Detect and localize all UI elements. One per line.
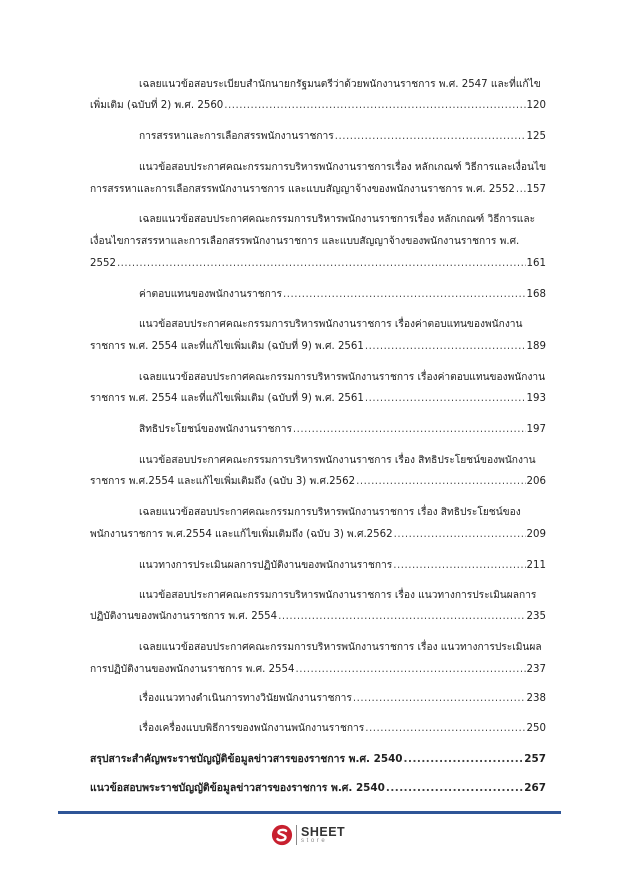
toc-page-number: 267 xyxy=(524,782,546,794)
toc-page-number: 250 xyxy=(526,723,546,734)
leader-dots xyxy=(283,288,526,302)
leader-dots xyxy=(356,475,525,489)
toc-page-number: 120 xyxy=(526,100,546,111)
toc-entry-text: การปฏิบัติงานของพนักงานราชการ พ.ศ. 2554 xyxy=(90,664,295,675)
toc-entry-text: การสรรหาและการเลือกสรรพนักงานราชการ และแบบสัญญาจ้างของพนักงานราชการ พ.ศ. 2552 xyxy=(90,184,515,195)
leader-dots xyxy=(365,340,526,354)
leader-dots xyxy=(117,257,526,271)
toc-page-number: 197 xyxy=(526,424,546,435)
toc-page-number: 125 xyxy=(526,131,546,142)
toc-page-number: 235 xyxy=(526,611,546,622)
toc-entry-text: แนวทางการประเมินผลการปฏิบัติงานของพนักงานราชการ xyxy=(139,560,393,571)
footer-rule xyxy=(58,811,561,814)
logo-separator xyxy=(296,825,297,845)
leader-dots xyxy=(365,392,526,406)
toc-entry-text: เฉลยแนวข้อสอบระเบียบสำนักนายกรัฐมนตรีว่าด้วยพนักงานราชการ พ.ศ. 2547 และที่แก้ไข xyxy=(139,79,541,90)
toc-entry-text: 2552 xyxy=(90,258,116,269)
leader-dots xyxy=(404,752,524,766)
leader-dots xyxy=(335,130,526,144)
toc-page-number: 211 xyxy=(526,560,546,571)
leader-dots xyxy=(393,559,525,573)
toc-entry-text: แนวข้อสอบพระราชบัญญัติข้อมูลข่าวสารของราชการ พ.ศ. 2540 xyxy=(90,782,385,794)
toc-entry-text: แนวข้อสอบประกาศคณะกรรมการบริหารพนักงานราชการเรื่อง หลักเกณฑ์ วิธีการและเงื่อนไข xyxy=(139,162,547,173)
leader-dots xyxy=(516,183,526,197)
leader-dots xyxy=(224,99,525,113)
toc-page-number: 161 xyxy=(526,258,546,269)
toc-entry-text: เฉลยแนวข้อสอบประกาศคณะกรรมการบริหารพนักงานราชการ เรื่อง สิทธิประโยชน์ของ xyxy=(139,507,521,518)
toc-page-number: 193 xyxy=(526,393,546,404)
logo-subtext: store xyxy=(301,838,328,845)
toc-page-number: 209 xyxy=(526,529,546,540)
leader-dots xyxy=(353,692,526,706)
toc-entry-text: ราชการ พ.ศ. 2554 และที่แก้ไขเพิ่มเติม (ฉบับที่ 9) พ.ศ. 2561 xyxy=(90,341,364,352)
toc-page-number: 189 xyxy=(526,341,546,352)
sheet-store-logo xyxy=(271,822,345,848)
toc-entry-text: แนวข้อสอบประกาศคณะกรรมการบริหารพนักงานราชการ เรื่อง แนวทางการประเมินผลการ xyxy=(139,590,537,601)
leader-dots xyxy=(278,610,525,624)
toc-entry-text: สรุปสาระสำคัญพระราชบัญญัติข้อมูลข่าวสารของราชการ พ.ศ. 2540 xyxy=(90,753,403,765)
toc-entry-text: เฉลยแนวข้อสอบประกาศคณะกรรมการบริหารพนักงานราชการเรื่อง หลักเกณฑ์ วิธีการและ xyxy=(139,214,536,225)
toc-entry-text: เฉลยแนวข้อสอบประกาศคณะกรรมการบริหารพนักงานราชการ เรื่อง แนวทางการประเมินผล xyxy=(139,642,542,653)
toc-entry-text: แนวข้อสอบประกาศคณะกรรมการบริหารพนักงานราชการ เรื่อง สิทธิประโยชน์ของพนักงาน xyxy=(139,455,536,466)
toc-entry-text: ราชการ พ.ศ. 2554 และที่แก้ไขเพิ่มเติม (ฉบับที่ 9) พ.ศ. 2561 xyxy=(90,393,364,404)
leader-dots xyxy=(386,781,523,795)
toc-entry-text: ราชการ พ.ศ.2554 และแก้ไขเพิ่มเติมถึง (ฉบับ 3) พ.ศ.2562 xyxy=(90,476,356,487)
toc-entry-text: เงื่อนไขการสรรหาและการเลือกสรรพนักงานราชการ และแบบสัญญาจ้างของพนักงานราชการ พ.ศ. xyxy=(90,236,520,247)
toc-entry-text: เฉลยแนวข้อสอบประกาศคณะกรรมการบริหารพนักงานราชการ เรื่องค่าตอบแทนของพนักงาน xyxy=(139,372,546,383)
sheet-store-logo-icon xyxy=(271,824,293,846)
toc-entry-text: การสรรหาและการเลือกสรรพนักงานราชการ xyxy=(139,131,334,142)
toc-entry-text: ปฏิบัติงานของพนักงานราชการ พ.ศ. 2554 xyxy=(90,611,278,622)
toc-page-number: 206 xyxy=(526,476,546,487)
toc-page-number: 157 xyxy=(526,184,546,195)
toc-entry-text: พนักงานราชการ พ.ศ.2554 และแก้ไขเพิ่มเติมถึง (ฉบับ 3) พ.ศ.2562 xyxy=(90,529,393,540)
toc-page-number: 237 xyxy=(526,664,546,675)
leader-dots xyxy=(296,663,526,677)
logo-wordmark: SHEET xyxy=(301,824,346,839)
leader-dots xyxy=(394,528,526,542)
toc-entry-text: เพิ่มเติม (ฉบับที่ 2) พ.ศ. 2560 xyxy=(90,100,224,111)
toc-page-number: 257 xyxy=(524,753,546,765)
toc-page-number: 168 xyxy=(526,289,546,300)
leader-dots xyxy=(293,423,526,437)
toc-entry-text: แนวข้อสอบประกาศคณะกรรมการบริหารพนักงานราชการ เรื่องค่าตอบแทนของพนักงาน xyxy=(139,319,523,330)
toc-entry-text: เรื่องแนวทางดำเนินการทางวินัยพนักงานราชการ xyxy=(139,693,352,704)
toc-entry-text: สิทธิประโยชน์ของพนักงานราชการ xyxy=(139,424,292,435)
toc-entry-text: ค่าตอบแทนของพนักงานราชการ xyxy=(139,289,283,300)
toc-entry-text: เรื่องเครื่องแบบพิธีการของพนักงานพนักงานราชการ xyxy=(139,723,365,734)
leader-dots xyxy=(365,722,525,736)
toc-page-number: 238 xyxy=(526,693,546,704)
